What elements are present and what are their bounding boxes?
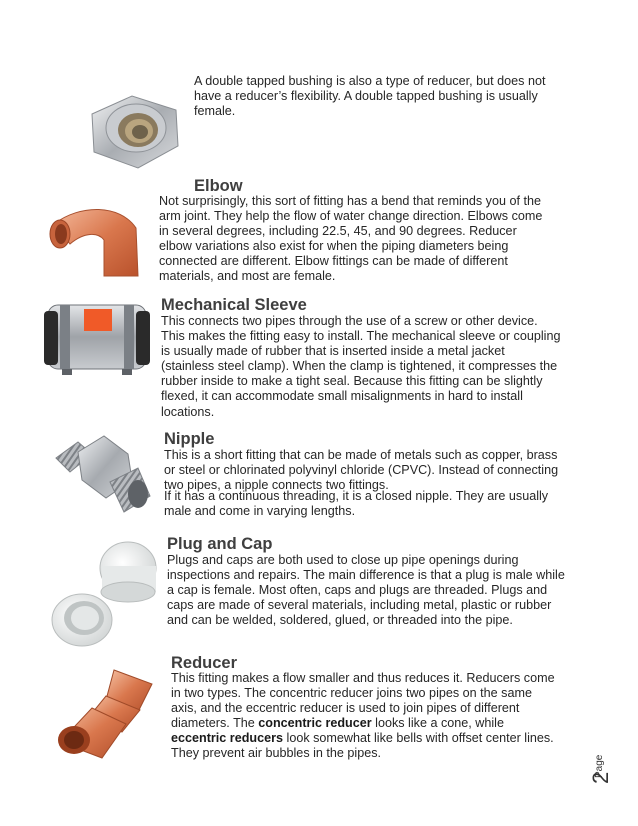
- hex-nipple-image: [48, 428, 156, 520]
- copper-reducer-image: [52, 662, 160, 762]
- page-number-mark: [590, 748, 620, 804]
- reducer-text-a: This fitting makes a flow smaller and thus reduces it. Reducers come in two types. The concentric reducer joins two pipes on the same axis, and the eccentric reducer is used to join pipes of different diameters. The: [171, 671, 555, 731]
- copper-elbow-image: [40, 190, 148, 282]
- mechanical-sleeve-title: Mechanical Sleeve: [161, 296, 307, 314]
- plug-and-cap-title: Plug and Cap: [167, 535, 273, 553]
- nipple-description-2: If it has a continuous threading, it is a closed nipple. They are usually male and come in varying lengths.: [164, 489, 549, 519]
- mechanical-sleeve-description: This connects two pipes through the use of a screw or other device. This makes the fitting easy to install. The mechanical sleeve or coupling is usually made of rubber that is inserted inside a metal jacket (stainless steel clamp). When the clamp is tightened, it compresses the rubber inside to make a tight seal. Because this fitting can be slightly flexed, it can accommodate small misalignments in hard to install locations.: [161, 314, 561, 419]
- page-number: 2: [588, 771, 613, 784]
- bushing-description: A double tapped bushing is also a type of reducer, but does not have a reducer’s flexibility. A double tapped bushing is usually female.: [194, 74, 546, 119]
- mechanical-sleeve-image: [40, 297, 154, 379]
- page-label: Page: [594, 754, 605, 778]
- nipple-description-1: This is a short fitting that can be made of metals such as copper, brass or steel or chlorinated polyvinyl chloride (CPVC). Instead of connecting two pipes, a nipple connects two fittings.: [164, 448, 559, 493]
- elbow-title: Elbow: [194, 177, 243, 195]
- reducer-text-c: look somewhat like bells with offset center lines. They prevent air bubbles in the pipes.: [171, 731, 554, 761]
- reducer-description: [171, 671, 561, 762]
- reducer-title: Reducer: [171, 654, 238, 672]
- pvc-cap-image: [48, 536, 158, 652]
- hex-bushing-image: [78, 86, 186, 178]
- plug-and-cap-description: Plugs and caps are both used to close up pipe openings during inspections and repairs. The main difference is that a plug is male while a cap is female. Most often, caps and plugs are threaded. Plugs and caps are made of several materials, including metal, plastic or rubber and can be welded, soldered, glued, or threaded into the pipe.: [167, 553, 565, 628]
- reducer-bold-eccentric: eccentric reducers: [171, 731, 284, 746]
- reducer-text-b: looks like a cone, while: [371, 716, 504, 731]
- nipple-title: Nipple: [164, 430, 215, 448]
- elbow-description: Not surprisingly, this sort of fitting has a bend that reminds you of the arm joint. They help the flow of water change direction. Elbows come in several degrees, including 22.5, 45, and 90 degrees. Reducer elbow variations also exist for when the piping diameters being connected are different. Elbow fittings can be made of different materials, and most are female.: [159, 194, 543, 284]
- reducer-bold-concentric: concentric reducer: [258, 716, 372, 731]
